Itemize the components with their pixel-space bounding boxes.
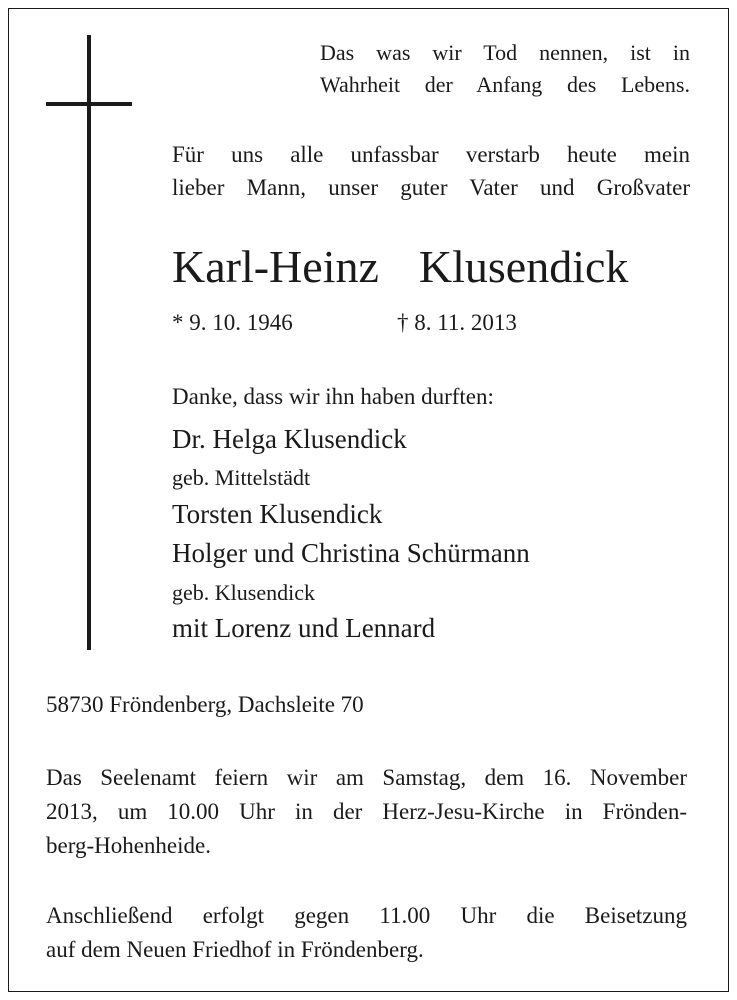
- family-member-3: Holger und Christina Schürmann: [172, 538, 530, 568]
- service-line-2: 2013, um 10.00 Uhr in der Herz-Jesu-Kirche in Frönden-: [46, 799, 687, 824]
- burial-line-1: Anschließend erfolgt gegen 11.00 Uhr die Beisetzung: [46, 903, 687, 928]
- deceased-first-name: Karl-Heinz: [172, 241, 379, 292]
- burial-line-2: auf dem Neuen Friedhof in Fröndenberg.: [46, 937, 424, 962]
- birth-date: * 9. 10. 1946: [172, 310, 293, 335]
- family-member-2: Torsten Klusendick: [172, 499, 383, 529]
- family-member-3-note: geb. Klusendick: [172, 580, 315, 605]
- family-member-1-note: geb. Mittelstädt: [172, 465, 311, 490]
- service-line-1: Das Seelenamt feiern wir am Samstag, dem 16. November: [46, 765, 687, 790]
- death-date: † 8. 11. 2013: [397, 310, 517, 335]
- motto-line-1: Das was wir Tod nennen, ist in: [320, 40, 690, 65]
- intro-line-2: lieber Mann, unser guter Vater und Großvater: [172, 175, 690, 200]
- deceased-name: [172, 240, 690, 293]
- cross-horizontal-bar: [46, 102, 132, 106]
- family-member-4: mit Lorenz und Lennard: [172, 613, 436, 643]
- cross-vertical-bar: [87, 35, 91, 650]
- family-member-1: Dr. Helga Klusendick: [172, 424, 407, 454]
- intro-line-1: Für uns alle unfassbar verstarb heute mein: [172, 142, 690, 167]
- address: 58730 Fröndenberg, Dachsleite 70: [46, 692, 364, 717]
- service-line-3: berg-Hohenheide.: [46, 833, 211, 858]
- thanks-line: Danke, dass wir ihn haben durften:: [172, 384, 494, 409]
- motto-line-2: Wahrheit der Anfang des Lebens.: [320, 72, 690, 97]
- deceased-last-name: Klusendick: [418, 241, 629, 292]
